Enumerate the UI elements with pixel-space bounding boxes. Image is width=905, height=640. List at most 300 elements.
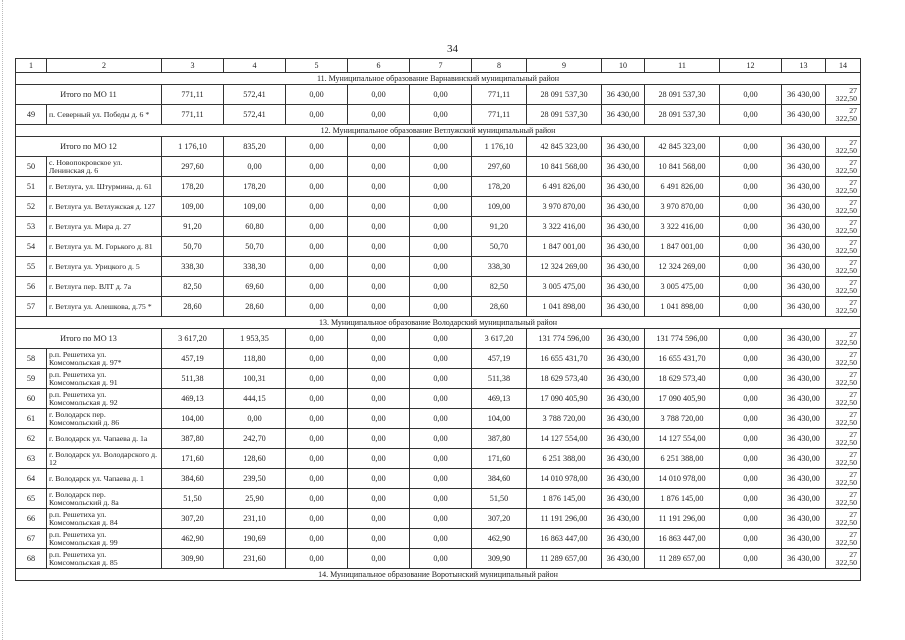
address-cell: г. Володарск ул. Чапаева д. 1а <box>47 429 162 449</box>
table-cell: 128,60 <box>224 449 286 469</box>
row-number: 61 <box>16 409 47 429</box>
section-heading: 11. Муниципальное образование Варнавинский муниципальный район <box>16 73 861 85</box>
table-cell: 27 322,50 <box>826 85 861 105</box>
table-cell: 6 251 388,00 <box>645 449 720 469</box>
table-cell: 0,00 <box>410 369 472 389</box>
table-cell: 0,00 <box>410 389 472 409</box>
table-cell: 0,00 <box>720 429 782 449</box>
address-cell: г. Володарск пер. Комсомольский д. 8а <box>47 489 162 509</box>
table-cell: 511,38 <box>472 369 527 389</box>
column-header: 5 <box>286 59 348 73</box>
table-cell: 36 430,00 <box>602 237 645 257</box>
table-cell: 0,00 <box>348 429 410 449</box>
table-cell: 36 430,00 <box>782 549 826 569</box>
table-cell: 36 430,00 <box>602 217 645 237</box>
table-cell: 27 322,50 <box>826 105 861 125</box>
table-cell: 1 847 001,00 <box>527 237 602 257</box>
table-cell: 36 430,00 <box>782 509 826 529</box>
table-cell: 0,00 <box>720 369 782 389</box>
table-cell: 457,19 <box>162 349 224 369</box>
row-number: 55 <box>16 257 47 277</box>
table-cell: 0,00 <box>348 217 410 237</box>
table-cell: 0,00 <box>410 509 472 529</box>
table-cell: 12 324 269,00 <box>645 257 720 277</box>
table-cell: 0,00 <box>720 529 782 549</box>
table-cell: 3 970 870,00 <box>645 197 720 217</box>
row-number: 60 <box>16 389 47 409</box>
table-cell: 0,00 <box>410 489 472 509</box>
table-cell: 36 430,00 <box>782 449 826 469</box>
column-header: 4 <box>224 59 286 73</box>
table-cell: 131 774 596,00 <box>527 329 602 349</box>
table-cell: 0,00 <box>720 489 782 509</box>
table-cell: 0,00 <box>410 177 472 197</box>
table-cell: 0,00 <box>720 157 782 177</box>
table-cell: 1 176,10 <box>162 137 224 157</box>
table-cell: 82,50 <box>162 277 224 297</box>
table-cell: 36 430,00 <box>602 469 645 489</box>
table-cell: 0,00 <box>348 137 410 157</box>
table-row <box>16 177 861 197</box>
table-cell: 0,00 <box>286 105 348 125</box>
table-cell: 36 430,00 <box>602 157 645 177</box>
table-cell: 27 322,50 <box>826 489 861 509</box>
table-cell: 0,00 <box>348 177 410 197</box>
table-cell: 0,00 <box>286 389 348 409</box>
column-header: 7 <box>410 59 472 73</box>
table-cell: 307,20 <box>162 509 224 529</box>
total-row <box>16 329 861 349</box>
table-cell: 27 322,50 <box>826 389 861 409</box>
table-cell: 28 091 537,30 <box>645 105 720 125</box>
table-cell: 835,20 <box>224 137 286 157</box>
table-cell: 0,00 <box>286 369 348 389</box>
table-cell: 0,00 <box>286 469 348 489</box>
table-cell: 27 322,50 <box>826 369 861 389</box>
table-cell: 0,00 <box>720 85 782 105</box>
table-row <box>16 157 861 177</box>
table-cell: 0,00 <box>410 237 472 257</box>
table-cell: 91,20 <box>162 217 224 237</box>
table-cell: 50,70 <box>224 237 286 257</box>
row-number: 50 <box>16 157 47 177</box>
table-cell: 6 491 826,00 <box>645 177 720 197</box>
table-cell: 231,60 <box>224 549 286 569</box>
address-cell: г. Ветлуга, ул. Штурмина, д. 61 <box>47 177 162 197</box>
table-cell: 36 430,00 <box>602 297 645 317</box>
table-cell: 3 788 720,00 <box>645 409 720 429</box>
column-header: 6 <box>348 59 410 73</box>
address-cell: г. Володарск ул. Чапаева д. 1 <box>47 469 162 489</box>
table-cell: 27 322,50 <box>826 469 861 489</box>
table-cell: 3 005 475,00 <box>527 277 602 297</box>
table-cell: 36 430,00 <box>782 429 826 449</box>
table-cell: 0,00 <box>286 409 348 429</box>
table-cell: 469,13 <box>472 389 527 409</box>
table-cell: 0,00 <box>410 217 472 237</box>
table-cell: 82,50 <box>472 277 527 297</box>
table-cell: 60,80 <box>224 217 286 237</box>
table-cell: 25,90 <box>224 489 286 509</box>
row-number: 54 <box>16 237 47 257</box>
table-cell: 387,80 <box>472 429 527 449</box>
table-cell: 27 322,50 <box>826 449 861 469</box>
table-cell: 511,38 <box>162 369 224 389</box>
table-cell: 469,13 <box>162 389 224 409</box>
row-number: 62 <box>16 429 47 449</box>
row-number: 68 <box>16 549 47 569</box>
table-cell: 0,00 <box>720 237 782 257</box>
total-row <box>16 137 861 157</box>
table-cell: 3 970 870,00 <box>527 197 602 217</box>
table-cell: 171,60 <box>162 449 224 469</box>
table-cell: 50,70 <box>162 237 224 257</box>
table-cell: 10 841 568,00 <box>645 157 720 177</box>
column-header: 8 <box>472 59 527 73</box>
table-cell: 3 322 416,00 <box>527 217 602 237</box>
table-cell: 0,00 <box>286 549 348 569</box>
table-cell: 27 322,50 <box>826 329 861 349</box>
table-cell: 242,70 <box>224 429 286 449</box>
table-cell: 12 324 269,00 <box>527 257 602 277</box>
table-cell: 36 430,00 <box>602 85 645 105</box>
table-cell: 27 322,50 <box>826 137 861 157</box>
table-cell: 18 629 573,40 <box>527 369 602 389</box>
table-cell: 572,41 <box>224 85 286 105</box>
table-cell: 10 841 568,00 <box>527 157 602 177</box>
table-cell: 27 322,50 <box>826 509 861 529</box>
table-cell: 3 617,20 <box>162 329 224 349</box>
table-cell: 36 430,00 <box>602 529 645 549</box>
table-cell: 0,00 <box>410 549 472 569</box>
table-cell: 0,00 <box>410 409 472 429</box>
data-table <box>15 58 861 581</box>
table-cell: 171,60 <box>472 449 527 469</box>
address-cell: г. Ветлуга ул. Ветлужская д. 127 <box>47 197 162 217</box>
table-cell: 27 322,50 <box>826 157 861 177</box>
table-cell: 28 091 537,30 <box>527 105 602 125</box>
table-cell: 0,00 <box>410 105 472 125</box>
table-cell: 104,00 <box>472 409 527 429</box>
address-cell: г. Володарск ул. Володарского д. 12 <box>47 449 162 469</box>
section-heading-row <box>16 317 861 329</box>
table-cell: 0,00 <box>410 529 472 549</box>
table-cell: 36 430,00 <box>602 389 645 409</box>
table-cell: 27 322,50 <box>826 549 861 569</box>
table-cell: 384,60 <box>162 469 224 489</box>
column-header: 2 <box>47 59 162 73</box>
table-cell: 17 090 405,90 <box>645 389 720 409</box>
table-cell: 36 430,00 <box>782 489 826 509</box>
table-cell: 0,00 <box>286 237 348 257</box>
table-cell: 36 430,00 <box>782 297 826 317</box>
table-cell: 0,00 <box>410 329 472 349</box>
table-cell: 36 430,00 <box>782 349 826 369</box>
table-cell: 36 430,00 <box>782 177 826 197</box>
table-cell: 36 430,00 <box>602 369 645 389</box>
table-cell: 11 289 657,00 <box>645 549 720 569</box>
row-number: 49 <box>16 105 47 125</box>
row-number: 67 <box>16 529 47 549</box>
table-cell: 0,00 <box>348 469 410 489</box>
address-cell: г. Ветлуга пер. ВЛТ д. 7а <box>47 277 162 297</box>
table-row <box>16 257 861 277</box>
table-cell: 27 322,50 <box>826 529 861 549</box>
table-cell: 3 617,20 <box>472 329 527 349</box>
table-cell: 27 322,50 <box>826 217 861 237</box>
table-row <box>16 509 861 529</box>
table-cell: 3 788 720,00 <box>527 409 602 429</box>
table-cell: 14 127 554,00 <box>645 429 720 449</box>
table-cell: 69,60 <box>224 277 286 297</box>
table-cell: 0,00 <box>286 509 348 529</box>
table-cell: 36 430,00 <box>602 429 645 449</box>
table-cell: 16 863 447,00 <box>527 529 602 549</box>
table-cell: 36 430,00 <box>782 157 826 177</box>
table-cell: 36 430,00 <box>782 85 826 105</box>
table-cell: 0,00 <box>286 277 348 297</box>
table-cell: 178,20 <box>224 177 286 197</box>
table-row <box>16 529 861 549</box>
table-cell: 0,00 <box>720 349 782 369</box>
address-cell: г. Ветлуга ул. Урицкого д. 5 <box>47 257 162 277</box>
table-row <box>16 217 861 237</box>
table-cell: 771,11 <box>472 105 527 125</box>
column-header: 10 <box>602 59 645 73</box>
table-cell: 0,00 <box>286 349 348 369</box>
table-cell: 118,80 <box>224 349 286 369</box>
table-cell: 771,11 <box>162 85 224 105</box>
table-cell: 0,00 <box>348 489 410 509</box>
table-cell: 100,31 <box>224 369 286 389</box>
table-cell: 190,69 <box>224 529 286 549</box>
table-cell: 1 876 145,00 <box>645 489 720 509</box>
table-cell: 1 041 898,00 <box>527 297 602 317</box>
row-number: 63 <box>16 449 47 469</box>
table-cell: 131 774 596,00 <box>645 329 720 349</box>
table-cell: 42 845 323,00 <box>645 137 720 157</box>
table-cell: 104,00 <box>162 409 224 429</box>
table-cell: 36 430,00 <box>782 389 826 409</box>
row-number: 51 <box>16 177 47 197</box>
address-cell: р.п. Решетиха ул. Комсомольская д. 99 <box>47 529 162 549</box>
table-cell: 771,11 <box>472 85 527 105</box>
address-cell: р.п. Решетиха ул. Комсомольская д. 85 <box>47 549 162 569</box>
table-cell: 1 847 001,00 <box>645 237 720 257</box>
table-cell: 36 430,00 <box>602 349 645 369</box>
address-cell: р.п. Решетиха ул. Комсомольская д. 92 <box>47 389 162 409</box>
table-cell: 0,00 <box>286 489 348 509</box>
table-cell: 0,00 <box>348 237 410 257</box>
table-cell: 28,60 <box>162 297 224 317</box>
table-cell: 36 430,00 <box>782 257 826 277</box>
address-cell: г. Ветлуга ул. М. Горького д. 81 <box>47 237 162 257</box>
address-cell: п. Северный ул. Победы д. 6 * <box>47 105 162 125</box>
table-cell: 0,00 <box>348 349 410 369</box>
table-cell: 338,30 <box>162 257 224 277</box>
column-header: 13 <box>782 59 826 73</box>
table-cell: 309,90 <box>472 549 527 569</box>
table-cell: 0,00 <box>410 277 472 297</box>
column-header: 12 <box>720 59 782 73</box>
table-cell: 178,20 <box>162 177 224 197</box>
table-cell: 27 322,50 <box>826 277 861 297</box>
table-cell: 36 430,00 <box>782 409 826 429</box>
table-row <box>16 237 861 257</box>
section-heading: 12. Муниципальное образование Ветлужский муниципальный район <box>16 125 861 137</box>
table-row <box>16 489 861 509</box>
table-cell: 36 430,00 <box>602 137 645 157</box>
table-cell: 0,00 <box>286 177 348 197</box>
table-cell: 27 322,50 <box>826 257 861 277</box>
table-cell: 0,00 <box>410 297 472 317</box>
table-cell: 1 876 145,00 <box>527 489 602 509</box>
column-header: 14 <box>826 59 861 73</box>
table-cell: 0,00 <box>410 257 472 277</box>
table-cell: 297,60 <box>472 157 527 177</box>
address-cell: г. Володарск пер. Комсомольский д. 86 <box>47 409 162 429</box>
table-row <box>16 409 861 429</box>
table-cell: 0,00 <box>720 137 782 157</box>
table-cell: 36 430,00 <box>602 105 645 125</box>
page-number: 34 <box>447 43 458 55</box>
table-cell: 0,00 <box>348 549 410 569</box>
table-cell: 27 322,50 <box>826 197 861 217</box>
table-cell: 0,00 <box>410 137 472 157</box>
table-cell: 36 430,00 <box>782 277 826 297</box>
total-label: Итого по МО 12 <box>16 137 162 157</box>
table-cell: 14 127 554,00 <box>527 429 602 449</box>
table-cell: 444,15 <box>224 389 286 409</box>
table-cell: 0,00 <box>286 529 348 549</box>
table-row <box>16 429 861 449</box>
table-cell: 36 430,00 <box>602 449 645 469</box>
column-header: 11 <box>645 59 720 73</box>
table-cell: 0,00 <box>286 85 348 105</box>
table-cell: 36 430,00 <box>602 177 645 197</box>
table-cell: 36 430,00 <box>782 105 826 125</box>
table-cell: 0,00 <box>410 197 472 217</box>
row-number: 65 <box>16 489 47 509</box>
table-cell: 11 289 657,00 <box>527 549 602 569</box>
table-row <box>16 449 861 469</box>
page-margin-line <box>2 0 4 640</box>
table-cell: 28 091 537,30 <box>527 85 602 105</box>
table-cell: 0,00 <box>410 349 472 369</box>
table-cell: 14 010 978,00 <box>645 469 720 489</box>
table-cell: 36 430,00 <box>782 197 826 217</box>
table-row <box>16 105 861 125</box>
table-cell: 0,00 <box>410 449 472 469</box>
table-cell: 0,00 <box>286 449 348 469</box>
table-cell: 3 005 475,00 <box>645 277 720 297</box>
table-cell: 6 251 388,00 <box>527 449 602 469</box>
table-cell: 0,00 <box>286 217 348 237</box>
section-heading-row <box>16 73 861 85</box>
row-number: 59 <box>16 369 47 389</box>
address-cell: г. Ветлуга ул. Алешкова, д.75 * <box>47 297 162 317</box>
table-cell: 28,60 <box>472 297 527 317</box>
table-cell: 0,00 <box>348 389 410 409</box>
table-cell: 0,00 <box>410 85 472 105</box>
table-cell: 309,90 <box>162 549 224 569</box>
table-cell: 0,00 <box>720 197 782 217</box>
table-cell: 0,00 <box>348 509 410 529</box>
column-header: 9 <box>527 59 602 73</box>
table-cell: 36 430,00 <box>602 257 645 277</box>
table-cell: 338,30 <box>472 257 527 277</box>
table-cell: 50,70 <box>472 237 527 257</box>
table-cell: 27 322,50 <box>826 429 861 449</box>
table-cell: 0,00 <box>410 469 472 489</box>
table-cell: 0,00 <box>410 157 472 177</box>
table-cell: 0,00 <box>348 197 410 217</box>
table-cell: 0,00 <box>348 409 410 429</box>
table-cell: 0,00 <box>720 449 782 469</box>
table-cell: 0,00 <box>348 257 410 277</box>
table-cell: 0,00 <box>286 137 348 157</box>
table-cell: 91,20 <box>472 217 527 237</box>
table-row <box>16 297 861 317</box>
table-cell: 51,50 <box>162 489 224 509</box>
table-cell: 109,00 <box>472 197 527 217</box>
table-cell: 239,50 <box>224 469 286 489</box>
table-cell: 0,00 <box>348 529 410 549</box>
table-cell: 462,90 <box>162 529 224 549</box>
table-cell: 36 430,00 <box>602 277 645 297</box>
table-cell: 36 430,00 <box>782 217 826 237</box>
table-cell: 109,00 <box>162 197 224 217</box>
table-cell: 36 430,00 <box>782 329 826 349</box>
table-cell: 6 491 826,00 <box>527 177 602 197</box>
total-label: Итого по МО 13 <box>16 329 162 349</box>
table-cell: 0,00 <box>720 177 782 197</box>
total-row <box>16 85 861 105</box>
table-cell: 28 091 537,30 <box>645 85 720 105</box>
table-cell: 14 010 978,00 <box>527 469 602 489</box>
table-cell: 17 090 405,90 <box>527 389 602 409</box>
address-cell: р.п. Решетиха ул. Комсомольская д. 84 <box>47 509 162 529</box>
row-number: 56 <box>16 277 47 297</box>
table-cell: 0,00 <box>720 389 782 409</box>
table-cell: 27 322,50 <box>826 177 861 197</box>
table-cell: 36 430,00 <box>782 469 826 489</box>
table-cell: 0,00 <box>348 297 410 317</box>
table-cell: 36 430,00 <box>602 509 645 529</box>
table-cell: 297,60 <box>162 157 224 177</box>
table-cell: 0,00 <box>286 197 348 217</box>
table-cell: 572,41 <box>224 105 286 125</box>
address-cell: с. Новопокровское ул. Ленинская д. 6 <box>47 157 162 177</box>
address-cell: р.п. Решетиха ул. Комсомольская д. 91 <box>47 369 162 389</box>
table-cell: 36 430,00 <box>782 137 826 157</box>
table-cell: 27 322,50 <box>826 237 861 257</box>
row-number: 64 <box>16 469 47 489</box>
address-cell: г. Ветлуга ул. Мира д. 27 <box>47 217 162 237</box>
table-cell: 36 430,00 <box>602 549 645 569</box>
table-row <box>16 277 861 297</box>
section-heading-row <box>16 569 861 581</box>
table-cell: 0,00 <box>348 85 410 105</box>
row-number: 66 <box>16 509 47 529</box>
table-row <box>16 549 861 569</box>
table-cell: 771,11 <box>162 105 224 125</box>
table-cell: 0,00 <box>224 409 286 429</box>
table-cell: 307,20 <box>472 509 527 529</box>
table-cell: 0,00 <box>286 429 348 449</box>
table-cell: 51,50 <box>472 489 527 509</box>
table-cell: 3 322 416,00 <box>645 217 720 237</box>
